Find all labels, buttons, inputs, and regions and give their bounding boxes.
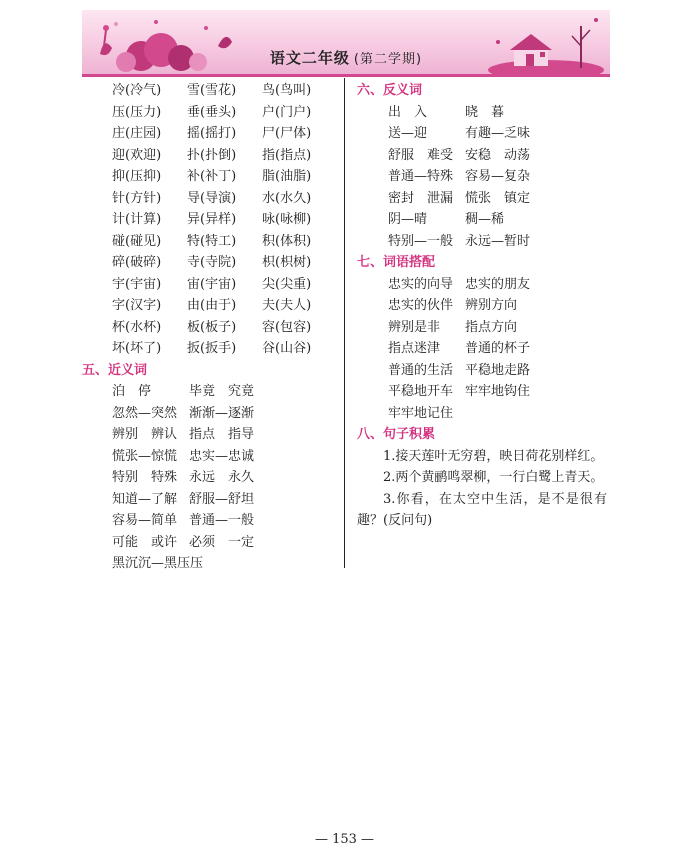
header-rule — [82, 74, 610, 77]
list-row — [82, 295, 340, 317]
section-seven-title: 七、词语搭配 — [357, 255, 436, 270]
list-item: 坏(坏了) — [112, 341, 162, 356]
list-item: 有趣—乏味 — [465, 126, 531, 141]
list-row — [82, 403, 340, 425]
list-row — [82, 274, 340, 296]
list-row — [82, 381, 340, 403]
list-item: 安稳 动荡 — [465, 147, 531, 163]
list-item: 垂(垂头) — [187, 104, 237, 120]
list-item: 牢牢地钩住 — [465, 384, 531, 399]
list-row — [82, 317, 340, 339]
book-subtitle: (第二学期) — [353, 52, 423, 67]
list-row — [82, 532, 340, 554]
list-item: 平稳地开车 — [388, 384, 454, 399]
list-item: 普通的生活 — [388, 362, 454, 378]
list-row — [357, 166, 612, 188]
list-row — [82, 231, 340, 253]
list-item: 毕竟 究竟 — [189, 384, 255, 399]
list-item: 尸(尸体) — [262, 126, 312, 141]
list-item: 送—迎 — [388, 126, 428, 141]
list-row — [357, 209, 612, 231]
list-item: 压(压力) — [112, 104, 162, 120]
list-item: 可能 或许 — [112, 534, 178, 550]
list-item: 寺(寺院) — [187, 255, 237, 270]
list-item: 容易—简单 — [112, 513, 178, 528]
section-eight-title: 八、句子积累 — [357, 427, 436, 442]
list-item: 水(水久) — [262, 190, 312, 206]
list-row — [357, 360, 612, 382]
list-item: 夫(夫人) — [262, 298, 312, 313]
list-item: 普通的杯子 — [465, 341, 531, 356]
list-item: 容(包容) — [262, 319, 312, 335]
list-row — [357, 188, 612, 210]
antonym-list — [357, 102, 612, 253]
list-item: 忠实的向导 — [388, 276, 454, 292]
list-item: 迎(欢迎) — [112, 147, 162, 163]
sentence-item: 1.接天莲叶无穷碧，映日荷花别样红。 — [383, 448, 604, 464]
column-divider — [344, 78, 345, 568]
list-row — [82, 102, 340, 124]
list-item: 渐渐—逐渐 — [189, 405, 255, 421]
list-item: 舒服 难受 — [388, 147, 454, 163]
list-row — [357, 381, 612, 403]
list-row — [357, 145, 612, 167]
list-item: 导(导演) — [187, 190, 237, 206]
left-column — [82, 80, 340, 575]
list-item: 必须 一定 — [189, 534, 255, 550]
list-item: 普通—一般 — [189, 513, 255, 528]
list-row — [357, 231, 612, 253]
list-item: 尖(尖重) — [262, 276, 312, 292]
list-item: 舒服—舒坦 — [189, 491, 255, 507]
list-item: 摇(摇打) — [187, 126, 237, 141]
list-item: 知道—了解 — [112, 491, 178, 507]
list-item: 指点方向 — [465, 319, 518, 335]
list-item: 慌张 镇定 — [465, 190, 531, 206]
synonym-list — [82, 381, 340, 575]
page-header-banner — [82, 10, 610, 74]
list-item: 杯(水杯) — [112, 319, 162, 335]
list-row — [82, 424, 340, 446]
list-item: 晓 暮 — [465, 104, 505, 120]
list-row — [357, 403, 612, 425]
list-item: 抑(压抑) — [112, 169, 162, 184]
list-row — [82, 123, 340, 145]
list-item: 特别—一般 — [388, 233, 454, 249]
list-item: 由(由于) — [187, 298, 237, 313]
list-item: 忽然—突然 — [112, 405, 178, 421]
list-item: 忠实的朋友 — [465, 276, 531, 292]
list-item: 脂(油脂) — [262, 169, 312, 184]
list-item: 板(板子) — [187, 319, 237, 335]
list-row — [82, 446, 340, 468]
character-word-list — [82, 80, 340, 360]
list-row — [82, 467, 340, 489]
right-column — [357, 80, 612, 532]
list-row — [82, 80, 340, 102]
list-item: 特别 特殊 — [112, 470, 178, 485]
list-item: 碰(碰见) — [112, 233, 162, 249]
sentence-list — [357, 446, 612, 532]
list-item: 户(门户) — [262, 104, 312, 120]
list-row — [357, 274, 612, 296]
list-row — [82, 338, 340, 360]
list-row — [82, 510, 340, 532]
list-row — [82, 209, 340, 231]
list-item: 出 入 — [388, 104, 428, 120]
list-item: 枳(枳树) — [262, 255, 312, 270]
list-item: 宙(宇宙) — [187, 276, 237, 292]
list-item: 忠实—忠诚 — [189, 448, 255, 464]
list-item: 字(汉字) — [112, 298, 162, 313]
list-item: 黑沉沉—黑压压 — [112, 556, 204, 571]
book-title: 语文二年级 — [269, 49, 350, 67]
list-item: 辨别 辨认 — [112, 427, 178, 442]
list-item: 碎(破碎) — [112, 255, 162, 270]
section-six-title: 六、反义词 — [357, 83, 423, 98]
list-row — [357, 295, 612, 317]
list-row — [357, 338, 612, 360]
list-item: 特(特工) — [187, 233, 237, 249]
sentence-item: 2.两个黄鹂鸣翠柳，一行白鹭上青天。 — [383, 470, 604, 485]
list-item: 容易—复杂 — [465, 169, 531, 184]
list-item: 密封 泄漏 — [388, 190, 454, 206]
list-item: 泊 停 — [112, 384, 152, 399]
list-item: 慌张—惊慌 — [112, 448, 178, 464]
section-five-title: 五、近义词 — [82, 362, 148, 378]
list-item: 指点迷津 — [388, 341, 441, 356]
list-item: 平稳地走路 — [465, 362, 531, 378]
list-item: 扑(扑倒) — [187, 147, 237, 163]
list-item: 指点 指导 — [189, 427, 255, 442]
list-item: 积(体积) — [262, 233, 312, 249]
list-row — [82, 166, 340, 188]
list-item: 雪(雪花) — [187, 83, 237, 98]
list-item: 辨别方向 — [465, 298, 518, 313]
list-item: 异(异样) — [187, 212, 237, 227]
list-item: 咏(咏柳) — [262, 212, 312, 227]
list-item: 补(补丁) — [187, 169, 237, 184]
collocation-list — [357, 274, 612, 425]
list-item: 永远 永久 — [189, 470, 255, 485]
list-item: 扳(扳手) — [187, 341, 237, 356]
list-item: 稠—稀 — [465, 212, 505, 227]
list-row — [357, 102, 612, 124]
list-row — [357, 317, 612, 339]
list-row — [82, 145, 340, 167]
list-row — [82, 188, 340, 210]
list-row — [357, 123, 612, 145]
list-item: 阴—晴 — [388, 212, 428, 227]
list-item: 牢牢地记住 — [388, 405, 454, 421]
list-item: 庄(庄园) — [112, 126, 162, 141]
list-item: 普通—特殊 — [388, 169, 454, 184]
page-number: — 153 — — [314, 832, 375, 847]
list-item: 计(计算) — [112, 212, 162, 227]
list-item: 宇(宇宙) — [112, 276, 162, 292]
list-item: 指(指点) — [262, 147, 312, 163]
list-item: 针(方针) — [112, 190, 162, 206]
list-item: 鸟(鸟叫) — [262, 83, 312, 98]
list-item: 冷(冷气) — [112, 83, 162, 98]
sentence-item: 3.你看，在太空中生活，是不是很有趣？(反问句) — [357, 491, 607, 528]
list-row — [82, 252, 340, 274]
page-header-title — [82, 47, 610, 68]
list-item: 忠实的伙伴 — [388, 298, 454, 313]
list-item: 谷(山谷) — [262, 341, 312, 356]
list-item: 永远—暂时 — [465, 233, 531, 249]
list-row — [82, 489, 340, 511]
list-row — [82, 553, 340, 575]
list-item: 辨别是非 — [388, 319, 441, 335]
